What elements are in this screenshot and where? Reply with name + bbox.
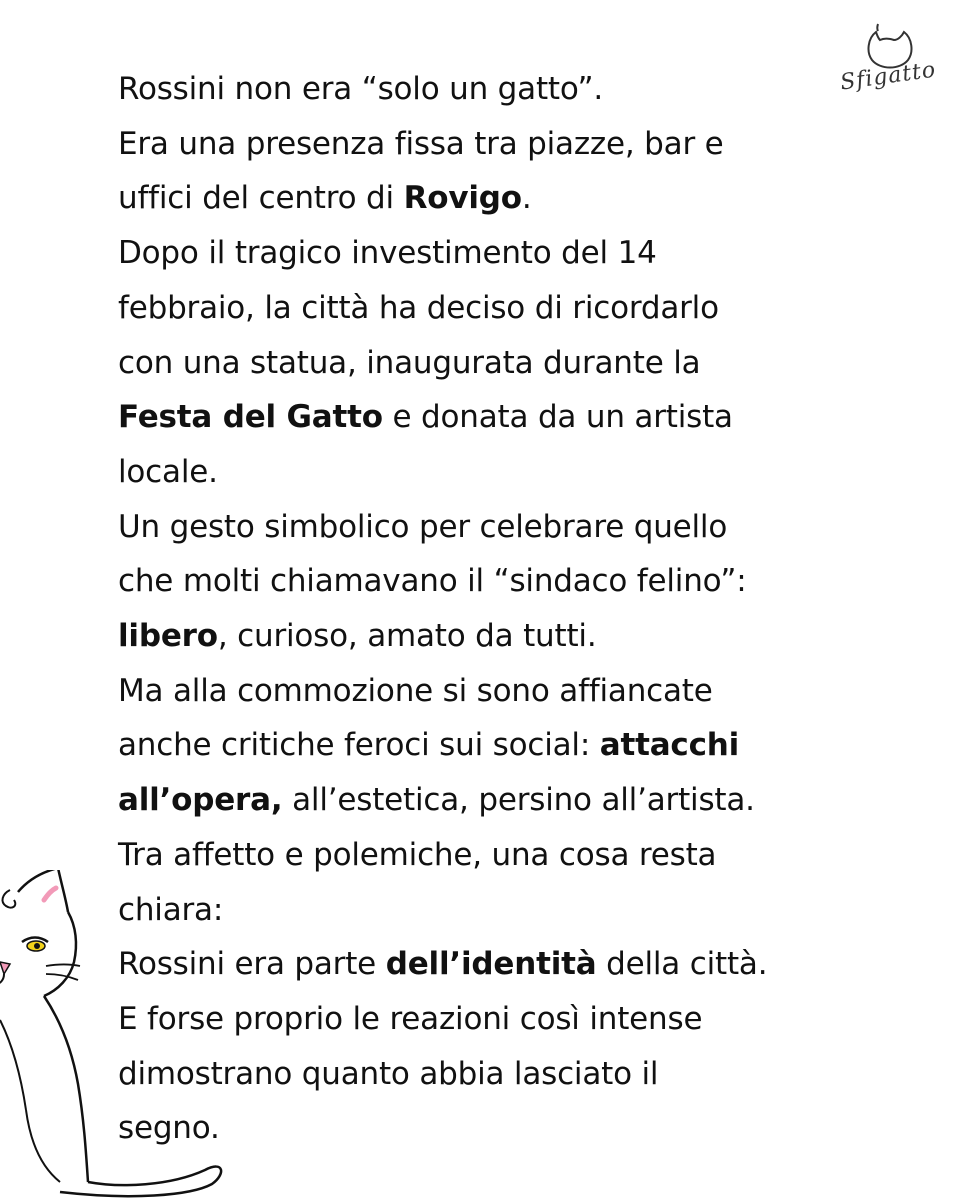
text-line <box>118 773 848 828</box>
text-line <box>118 171 848 226</box>
bold-phrase: attacchi <box>599 727 740 764</box>
text-segment: che molti chiamavano il “sindaco felino”: <box>118 563 747 600</box>
text-line <box>118 281 848 336</box>
text-line <box>118 718 848 773</box>
text-line <box>118 664 848 719</box>
text-segment: dimostrano quanto abbia lasciato il <box>118 1055 659 1092</box>
text-segment: e donata da un artista <box>382 399 733 436</box>
logo-text: Sfigatto <box>838 57 938 96</box>
bold-phrase: Festa del Gatto <box>118 399 383 436</box>
bold-phrase: libero <box>118 618 218 655</box>
text-segment: segno. <box>118 1110 220 1147</box>
text-line <box>118 445 848 500</box>
text-segment: Rossini era parte <box>118 946 386 983</box>
text-line <box>118 226 848 281</box>
text-line <box>118 390 848 445</box>
text-line <box>118 117 848 172</box>
text-line <box>118 554 848 609</box>
text-segment: della città. <box>596 946 768 983</box>
text-segment: locale. <box>118 453 218 490</box>
text-segment: con una statua, inaugurata durante la <box>118 344 701 381</box>
text-segment: Un gesto simbolico per celebrare quello <box>118 508 728 545</box>
text-segment: Era una presenza fissa tra piazze, bar e <box>118 125 724 162</box>
text-segment: Rossini non era “solo un gatto”. <box>118 71 604 107</box>
cartoon-cat-illustration <box>0 870 230 1200</box>
text-segment: anche critiche feroci sui social: <box>118 727 600 764</box>
bold-phrase: all’opera, <box>118 782 283 819</box>
text-segment: , curioso, amato da tutti. <box>217 618 597 655</box>
text-segment: Dopo il tragico investimento del 14 <box>118 235 657 272</box>
text-segment: E forse proprio le reazioni così intense <box>118 1000 703 1037</box>
text-line <box>118 62 848 117</box>
text-segment: uffici del centro di <box>118 180 404 217</box>
text-segment: febbraio, la città ha deciso di ricordarlo <box>118 289 719 326</box>
text-line <box>118 609 848 664</box>
text-segment: . <box>521 180 532 217</box>
text-segment: all’estetica, persino all’artista. <box>282 782 755 819</box>
text-segment: Tra affetto e polemiche, una cosa resta <box>118 836 717 873</box>
text-segment: chiara: <box>118 891 224 928</box>
text-segment: Ma alla commozione si sono affiancate <box>118 672 713 709</box>
text-line <box>118 500 848 555</box>
bold-phrase: Rovigo <box>403 180 522 217</box>
bold-phrase: dell’identità <box>385 946 597 983</box>
text-line <box>118 336 848 391</box>
